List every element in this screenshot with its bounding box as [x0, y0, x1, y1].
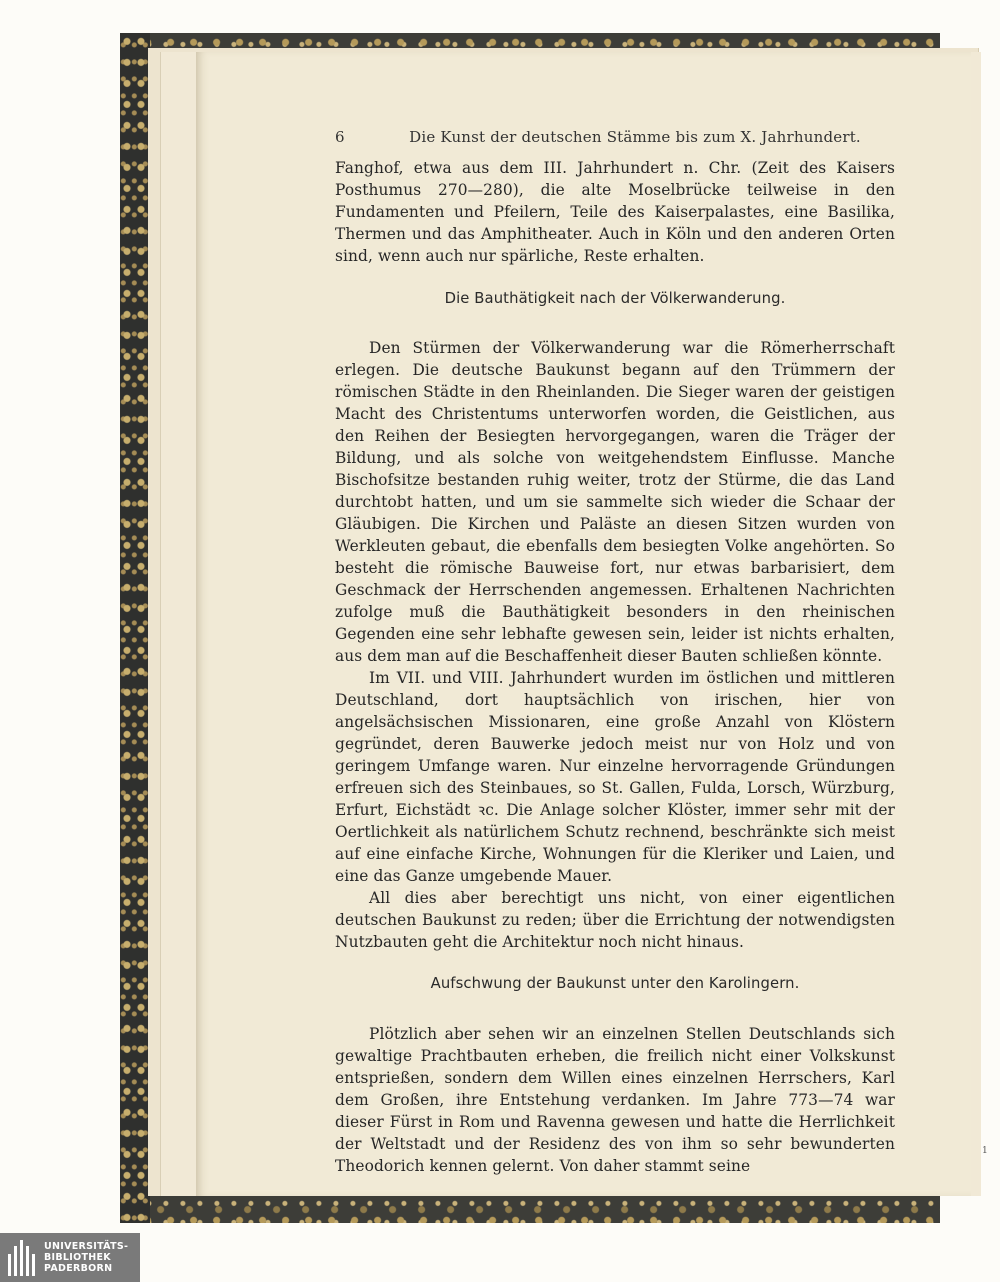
library-logo-box — [0, 1233, 140, 1282]
section-heading-voelkerwanderung: Die Bauthätigkeit nach der Völkerwanderung. — [444, 290, 786, 307]
page-header — [335, 128, 895, 154]
paragraph: Plötzlich aber sehen wir an einzelnen Stellen Deutschlands sich gewaltige Prachtbauten erheben, die freilich nicht einer Volkskunst entsprießen, sondern dem Willen eines einzelnen Herrschers, Karl dem Großen, ihre Entstehung verdanken. Im Jahre 773—74 war dieser Fürst in Rom und Ravenna gewesen und hatte die Herrlichkeit der Weltstadt und der Residenz des von ihm so sehr bewunderten Theodorich kennen gelernt. Von daher stammt seine — [335, 1025, 895, 1175]
paragraph: All dies aber berechtigt uns nicht, von einer eigentlichen deutschen Baukunst zu reden; über die Errichtung der notwendigsten Nutzbauten geht die Architektur noch nicht hinaus. — [335, 889, 895, 951]
page-body — [335, 157, 895, 1177]
logo-line: BIBLIOTHEK — [44, 1252, 111, 1263]
margin-mark: 1 — [982, 1146, 988, 1156]
page-number: 6 — [335, 128, 345, 146]
logo-line: UNIVERSITÄTS- — [44, 1241, 129, 1252]
running-head: Die Kunst der deutschen Stämme bis zum X. Jahrhundert. — [409, 128, 861, 146]
logo-line: PADERBORN — [44, 1263, 113, 1274]
library-logo — [0, 1233, 140, 1282]
section-heading-karolinger: Aufschwung der Baukunst unter den Karolingern. — [430, 975, 800, 992]
paragraph: Im VII. und VIII. Jahrhundert wurden im östlichen und mittleren Deutschland, dort hauptsächlich von irischen, hier von angelsächsischen Missionaren, eine große Anzahl von Klöstern gegründet, deren Bauwerke jedoch meist nur von Holz und von geringem Umfange waren. Nur einzelne hervorragende Gründungen erfreuen sich des Steinbaues, so St. Gallen, Fulda, Lorsch, Würzburg, Erfurt, Eichstädt ꝛc. Die Anlage solcher Klöster, immer sehr mit der Oertlichkeit als natürlichem Schutz rechnend, beschränkte sich meist auf eine einfache Kirche, Wohnungen für die Kleriker und Laien, und eine das Ganze umgebende Mauer. — [335, 669, 895, 885]
paragraph: Den Stürmen der Völkerwanderung war die Römerherrschaft erlegen. Die deutsche Baukunst begann auf den Trümmern der römischen Städte in den Rheinlanden. Die Sieger waren der geistigen Macht des Christentums unterworfen worden, die Geistlichen, aus den Reihen der Besiegten hervorgegangen, waren die Träger der Bildung, und als solche von weitgehendstem Einflusse. Manche Bischofsitze bestanden ruhig weiter, trotz der Stürme, die das Land durchtobt hatten, und um sie sammelte sich wieder die Schaar der Gläubigen. Die Kirchen und Paläste an diesen Sitzen wurden von Werkleuten gebaut, die ebenfalls dem besiegten Volke angehörten. So besteht die römische Bauweise fort, nur etwas barbarisiert, dem Geschmack der Herrschenden angemessen. Erhaltenen Nachrichten zufolge muß die Bauthätigkeit besonders in den rheinischen Gegenden eine sehr lebhafte gewesen sein, leider ist nichts erhalten, aus dem man auf die Beschaffenheit dieser Bauten schließen könnte. — [335, 339, 895, 665]
book-spine — [120, 33, 150, 1223]
library-logo-icon — [0, 1233, 44, 1282]
paragraph-continued: Fanghof, etwa aus dem III. Jahrhundert n. Chr. (Zeit des Kaisers Posthumus 270—280), die alte Moselbrücke teilweise in den Fundamenten und Pfeilern, Teile des Kaiserpalastes, eine Basilika, Thermen und das Amphitheater. Auch in Köln und den anderen Orten sind, wenn auch nur spärliche, Reste erhalten. — [335, 159, 895, 265]
library-logo-text — [44, 1241, 128, 1274]
